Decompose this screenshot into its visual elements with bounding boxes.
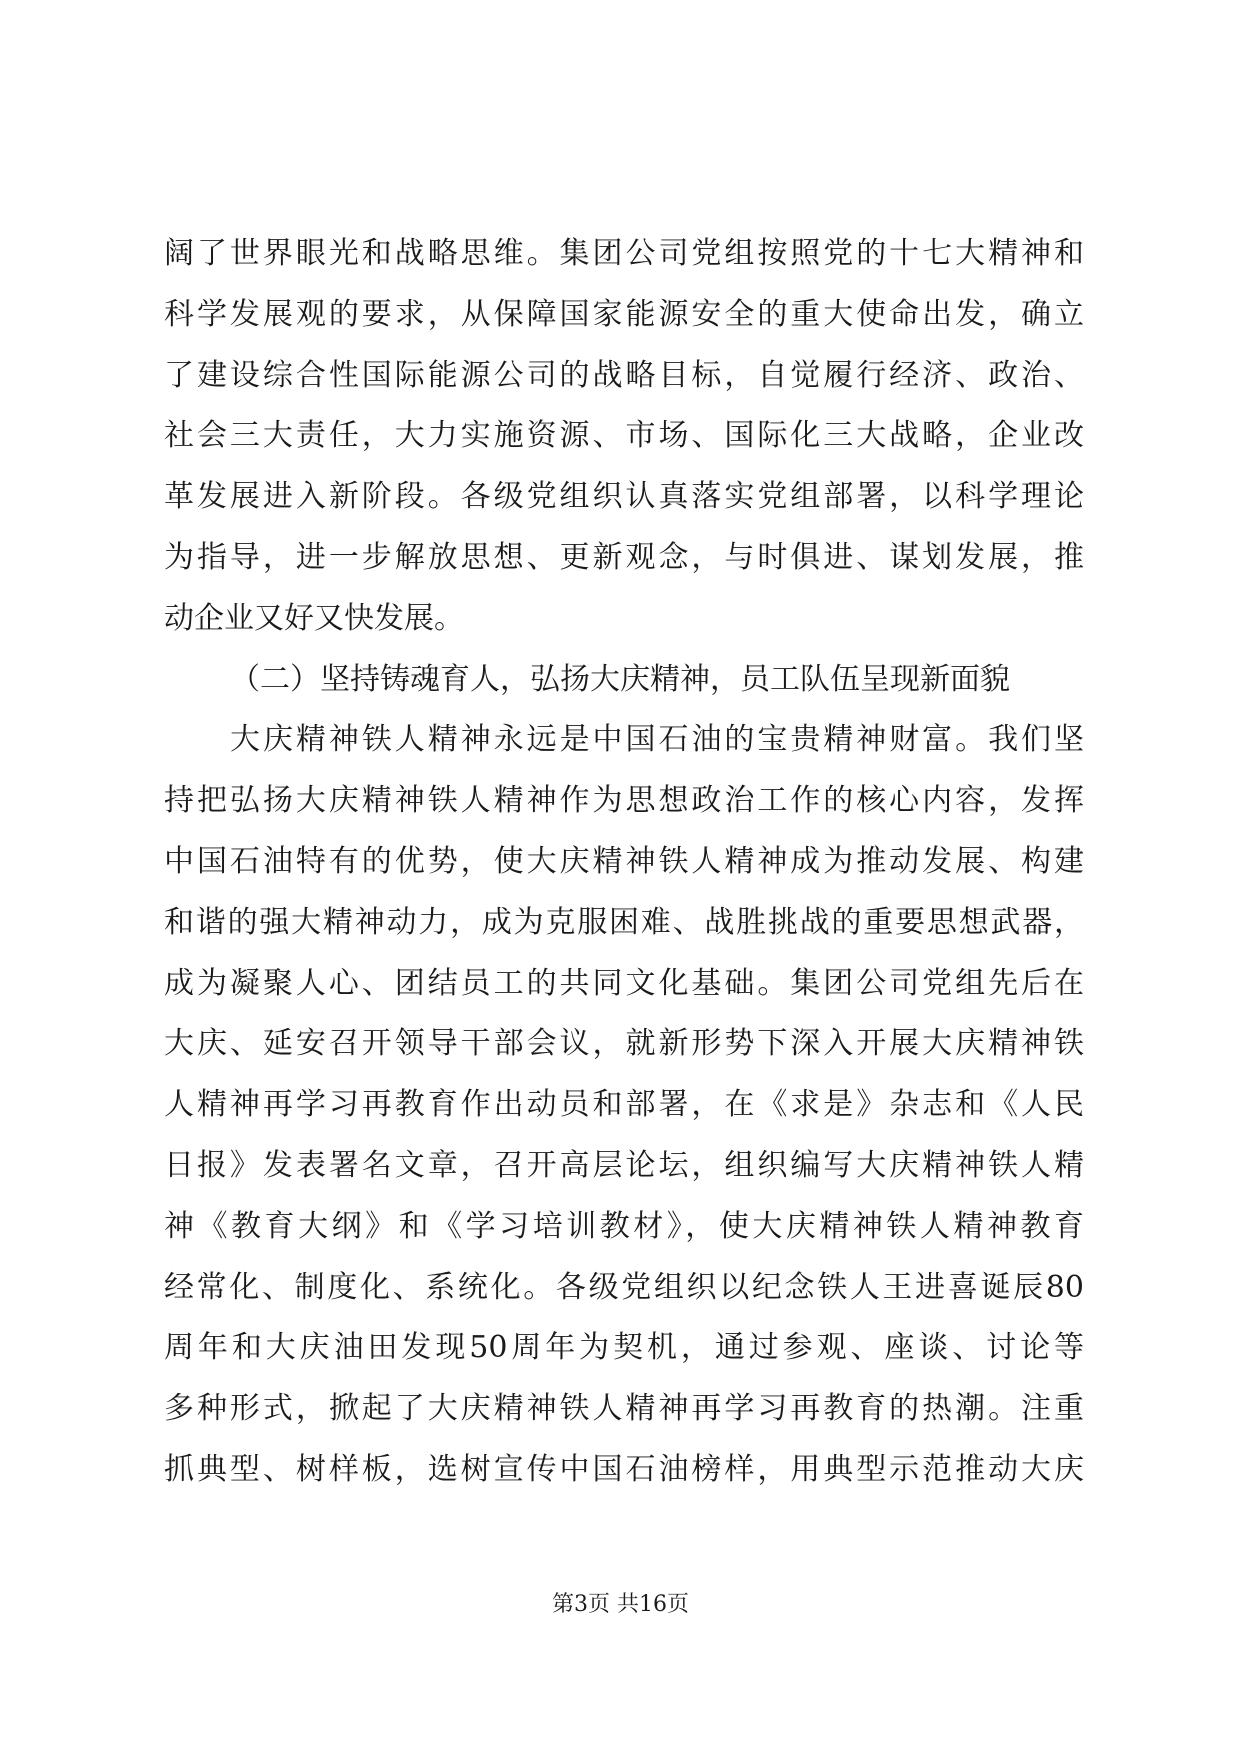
text-line: 中国石油特有的优势，使大庆精神铁人精神成为推动发展、构建	[164, 843, 1084, 879]
text-line: 经常化、制度化、系统化。各级党组织以纪念铁人王进喜诞辰80	[164, 1269, 1084, 1305]
text-line: 神《教育大纲》和《学习培训教材》，使大庆精神铁人精神教育	[164, 1208, 1084, 1244]
text-line: 社会三大责任，大力实施资源、市场、国际化三大战略，企业改	[164, 418, 1084, 454]
text-line: 和谐的强大精神动力，成为克服困难、战胜挑战的重要思想武器，	[164, 904, 1084, 940]
text-line: 多种形式，掀起了大庆精神铁人精神再学习再教育的热潮。注重	[164, 1391, 1084, 1427]
text-line: 人精神再学习再教育作出动员和部署，在《求是》杂志和《人民	[164, 1087, 1084, 1123]
text-line: 抓典型、树样板，选树宣传中国石油榜样，用典型示范推动大庆	[164, 1451, 1084, 1487]
text-line: 动企业又好又快发展。	[164, 600, 464, 636]
text-line: 大庆、延安召开领导干部会议，就新形势下深入开展大庆精神铁	[164, 1026, 1084, 1062]
text-line: 持把弘扬大庆精神铁人精神作为思想政治工作的核心内容，发挥	[164, 783, 1084, 819]
body-text	[164, 224, 1084, 1501]
text-line: 大庆精神铁人精神永远是中国石油的宝贵精神财富。我们坚	[230, 722, 1084, 758]
text-line: 日报》发表署名文章，召开高层论坛，组织编写大庆精神铁人精	[164, 1147, 1084, 1183]
section-heading: （二）坚持铸魂育人，弘扬大庆精神，员工队伍呈现新面貌	[230, 661, 1010, 697]
text-line: 了建设综合性国际能源公司的战略目标，自觉履行经济、政治、	[164, 357, 1084, 393]
text-line: 革发展进入新阶段。各级党组织认真落实党组部署，以科学理论	[164, 479, 1084, 515]
text-line: 周年和大庆油田发现50周年为契机，通过参观、座谈、讨论等	[164, 1330, 1084, 1366]
text-line: 为指导，进一步解放思想、更新观念，与时俱进、谋划发展，推	[164, 539, 1084, 575]
text-line: 科学发展观的要求，从保障国家能源安全的重大使命出发，确立	[164, 296, 1084, 332]
page-number-footer: 第3页 共16页	[552, 1592, 689, 1617]
text-line: 成为凝聚人心、团结员工的共同文化基础。集团公司党组先后在	[164, 965, 1084, 1001]
text-line: 阔了世界眼光和战略思维。集团公司党组按照党的十七大精神和	[164, 236, 1084, 271]
